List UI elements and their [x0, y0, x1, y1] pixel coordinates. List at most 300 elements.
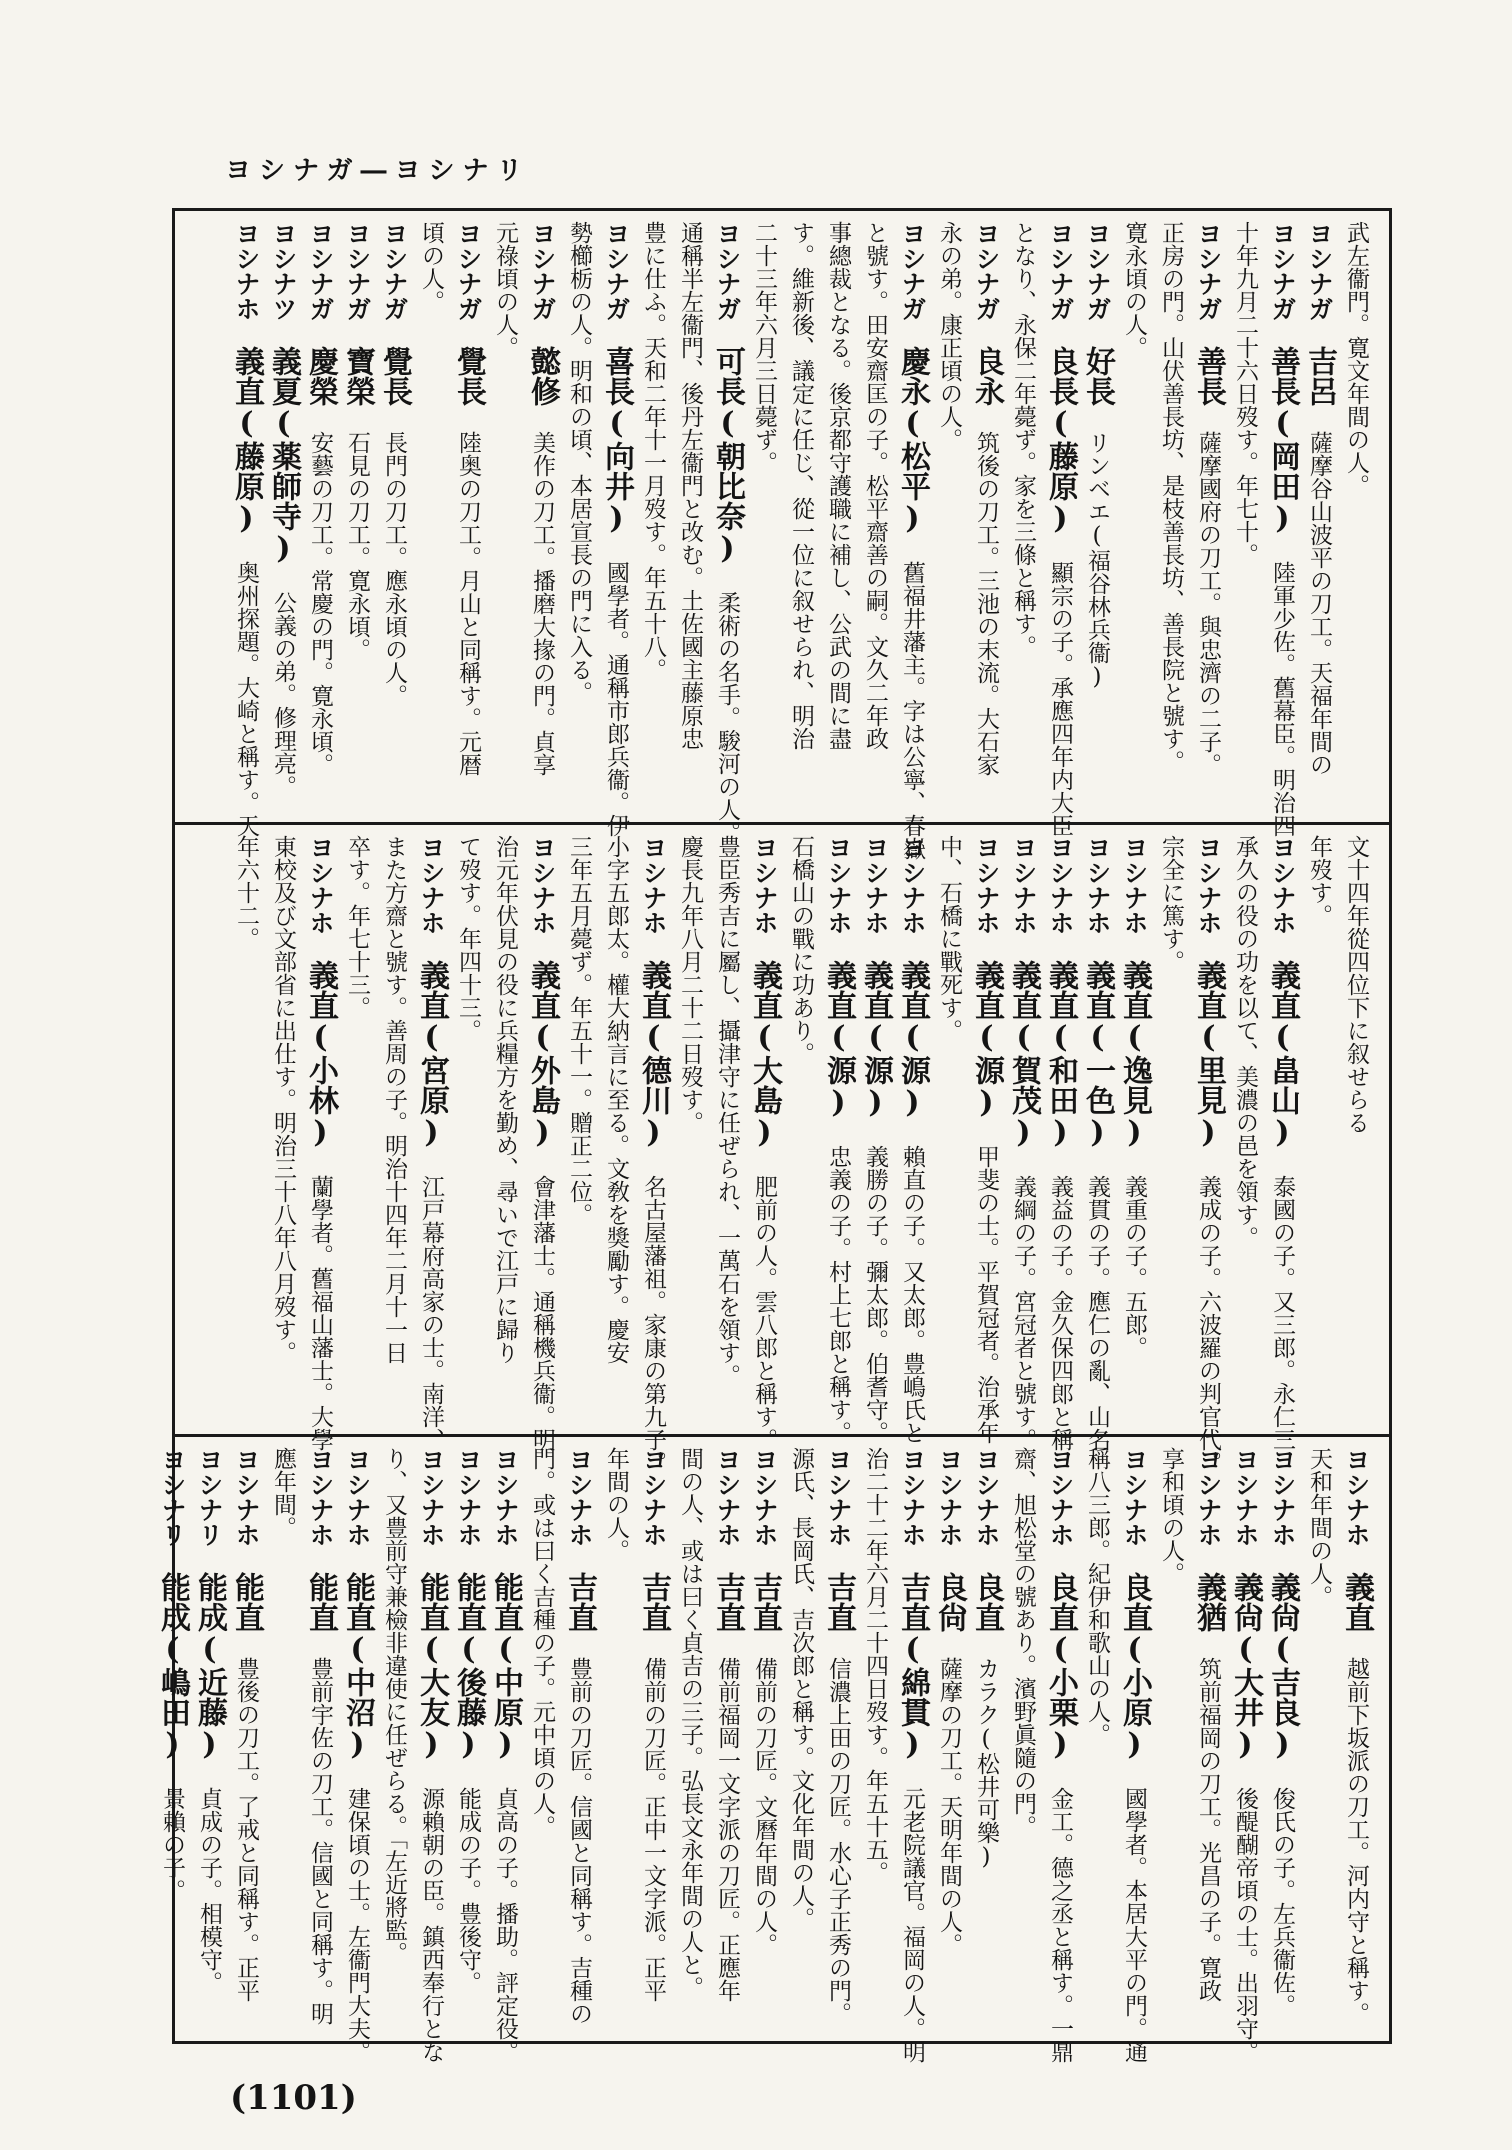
entry-continuation-text: 永の弟。康正頃の人。 [936, 221, 962, 451]
continuation-column [1227, 221, 1264, 814]
entry-reading: ヨシナホ [1046, 835, 1075, 935]
entry-column [339, 1447, 376, 2063]
entry-description: 備前の刀匠。正中一文字派。正平 [640, 1657, 666, 2002]
entry-continuation-text: また方齋と號す。善周の子。明治十四年二月十一日 [381, 835, 407, 1364]
entry-continuation-text: り、又豊前守兼檢非違使に任ぜらる。「左近將監。 [381, 1447, 407, 1965]
entry-reading: ヨシナツ [269, 221, 298, 321]
entry-description: 肥前の人。雲八郎と稱す。 [751, 1175, 777, 1451]
entry-column [857, 835, 894, 1444]
entry-reading: ヨシナガ [306, 221, 335, 321]
entry-headword: 吉直 [821, 1572, 856, 1632]
entry-continuation-text: 文十四年從四位下に叙せらる [1343, 835, 1369, 1134]
entry-headword: 義直 [1339, 1572, 1374, 1632]
entry-column [524, 221, 561, 814]
continuation-column [1338, 835, 1375, 1426]
entry-continuation-text: 源氏、長岡氏、吉次郎と稱す。文化年間の人。 [788, 1447, 814, 1930]
section-middle [175, 825, 1389, 1474]
entry-continuation-text: 齋、旭松堂の號あり。濱野眞隨の門。 [1010, 1447, 1036, 1838]
continuation-column [561, 221, 598, 814]
entry-column [376, 221, 413, 814]
entry-description: 長門の刀工。應永頃の人。 [381, 431, 407, 707]
entry-reading: ヨシナホ [232, 221, 261, 321]
entry-continuation-text: 三年五月薨ず。年五十一。贈正二位。 [566, 835, 592, 1226]
entry-reading: ヨシナホ [528, 835, 557, 935]
entry-reading: ヨシナホ [1046, 1447, 1075, 1547]
entry-headword: 義夏(薬師寺) [266, 346, 301, 566]
entry-column [746, 835, 783, 1451]
entry-description: 備前福岡一文字派の刀匠。正應年 [714, 1657, 740, 2002]
entry-description: 陸軍少佐。舊幕臣。明治四 [1269, 561, 1295, 837]
entry-description: 舊福井藩主。字は公寧、春嶽 [899, 561, 925, 860]
entry-headword: 喜長(向井) [599, 346, 634, 536]
entry-column [154, 1447, 191, 2033]
entry-description: 奥州探題。大崎と稱す。天 [233, 561, 259, 837]
entry-column [598, 221, 635, 837]
continuation-column [598, 835, 635, 1426]
continuation-column [820, 221, 857, 814]
entry-reading: ヨシナホ [639, 1447, 668, 1547]
continuation-column [1153, 221, 1190, 814]
continuation-column [672, 221, 709, 814]
entry-headword: 義猶 [1191, 1572, 1226, 1632]
entry-headword: 義直(源) [821, 960, 856, 1120]
entry-column [1079, 221, 1116, 814]
entry-continuation-text: 通稱半左衞門、後丹左衞門と改む。土佐國主藤原忠 [677, 221, 703, 750]
entry-description: 柔術の名手。駿河の人。 [714, 591, 740, 844]
entry-headword: 可長(朝比奈) [710, 346, 745, 566]
entry-continuation-text: 宗全に篤す。 [1158, 835, 1184, 973]
entry-reading: ヨシナホ [1194, 1447, 1223, 1547]
entry-reading: ヨシナガ [343, 221, 372, 321]
entry-description: 筑前福岡の刀工。光昌の子。寛政 [1195, 1657, 1221, 2002]
entry-headword: 吉直 [747, 1572, 782, 1632]
entry-reading: ヨシナホ [898, 835, 927, 935]
running-header: ヨシナガ―ヨシナリ [225, 156, 531, 186]
continuation-column [376, 835, 413, 1426]
entry-continuation-text: 卒す。年七十三。 [344, 835, 370, 1019]
entry-headword: 善長(岡田) [1265, 346, 1300, 536]
entry-column [1079, 835, 1116, 1451]
entry-headword: 能直(中原) [488, 1572, 523, 1762]
entry-column [894, 1447, 931, 2063]
entry-description: 義貫の子。應仁の亂、山名 [1084, 1175, 1110, 1451]
entry-description: 顯宗の子。承應四年内大臣 [1047, 561, 1073, 837]
entry-headword: 吉直 [562, 1572, 597, 1632]
entry-continuation-text: て歿す。年四十三。 [455, 835, 481, 1042]
entry-continuation-text: 間の人、或は曰く貞吉の三子。弘長文永年間の人と。 [677, 1447, 703, 1999]
continuation-column [783, 835, 820, 1426]
entry-column [1116, 835, 1153, 1426]
entry-reading: ヨシナホ [639, 835, 668, 935]
entry-headword: 義直(源) [969, 960, 1004, 1120]
entry-reading: ヨシナホ [417, 835, 446, 935]
entry-headword: 義直(里見) [1191, 960, 1226, 1150]
entry-headword: 覺長 [451, 346, 486, 406]
entry-continuation-text: 寛永頃の人。 [1121, 221, 1147, 359]
continuation-column [487, 221, 524, 814]
entry-continuation-text: 豊に仕ふ。天和二年十一月歿す。年五十八。 [640, 221, 666, 681]
entry-description: 國學者。通稱市郎兵衞。伊 [603, 561, 629, 837]
entry-reading: ヨシナガ [972, 221, 1001, 321]
entry-continuation-text: 十年九月二十六日歿す。年七十。 [1232, 221, 1258, 566]
entry-reading: ヨシナホ [1342, 1447, 1371, 1547]
continuation-column [376, 1447, 413, 2033]
entry-description: 豊前宇佐の刀工。信國と同稱す。明 [307, 1657, 333, 2025]
entry-description: 江戸幕府高家の士。南洋、 [418, 1175, 444, 1451]
entry-headword: 義直(德川) [636, 960, 671, 1150]
section-top [175, 211, 1389, 860]
entry-column [1005, 835, 1042, 1451]
entry-column [524, 835, 561, 1451]
entry-continuation-text: と號す。田安齋匡の子。松平齋善の嗣。文久二年政 [862, 221, 888, 750]
entry-column [709, 221, 746, 844]
entry-headword: 義直(和田) [1043, 960, 1078, 1150]
entry-description: カラク(松井可樂) [973, 1657, 999, 1870]
entry-description: 蘭學者。舊福山藩士。大學 [307, 1175, 333, 1451]
entry-headword: 能直(後藤) [451, 1572, 486, 1762]
entry-continuation-text: 中、石橋に戰死す。 [936, 835, 962, 1042]
continuation-column [709, 835, 746, 1426]
entry-description: 貞成の子。相模守。 [196, 1787, 222, 1994]
entries-frame [155, 208, 1392, 2063]
entry-continuation-text: 享和頃の人。 [1158, 1447, 1184, 1585]
continuation-column [1079, 1447, 1116, 2033]
entry-reading: ヨシナホ [972, 1447, 1001, 1547]
entry-column [228, 221, 265, 837]
entry-description: 名古屋藩祖。家康の第九子。 [640, 1175, 666, 1474]
entry-headword: 義直(源) [858, 960, 893, 1120]
entry-description: 義成の子。六波羅の判官代。 [1195, 1175, 1221, 1474]
entry-continuation-text: 二十三年六月三日薨ず。 [751, 221, 777, 474]
entry-column [635, 1447, 672, 2033]
entry-continuation-text: 小字五郎太。權大納言に至る。文敎を獎勵す。慶安 [603, 835, 629, 1364]
entry-continuation-text: 治二十二年六月二十四日歿す。年五十五。 [862, 1447, 888, 1884]
entry-description: 石見の刀工。寛永頃。 [344, 431, 370, 661]
continuation-column [1301, 1447, 1338, 2033]
entry-description: 安藝の刀工。常慶の門。寛永頃。 [307, 431, 333, 776]
entry-headword: 良尙 [932, 1572, 967, 1632]
entry-description: 會津藩士。通稱機兵衞。明 [529, 1175, 555, 1451]
entry-reading: ヨシナリ [195, 1447, 224, 1547]
entry-description: 泰國の子。又三郎。永仁三 [1269, 1175, 1295, 1451]
entry-column [1264, 1447, 1301, 2033]
entry-description: 元老院議官。福岡の人。明 [899, 1787, 925, 2063]
entry-description: 美作の刀工。播磨大掾の門。貞享 [529, 431, 555, 776]
entry-headword: 義直(一色) [1080, 960, 1115, 1150]
entry-description: リンベエ(福谷林兵衞) [1084, 431, 1110, 690]
continuation-column [487, 835, 524, 1426]
entry-reading: ヨシナホ [343, 1447, 372, 1547]
entry-headword: 良永 [969, 346, 1004, 406]
continuation-column [598, 1447, 635, 2033]
entry-headword: 義直(藤原) [229, 346, 264, 536]
entry-reading: ヨシナホ [713, 1447, 742, 1547]
section-bottom [155, 1437, 1389, 2063]
entry-reading: ヨシナホ [898, 1447, 927, 1547]
entry-column [228, 1447, 265, 2033]
entry-description: 後醍醐帝頃の士。出羽守。 [1232, 1787, 1258, 2063]
entry-column [265, 221, 302, 814]
entry-headword: 慶榮 [303, 346, 338, 406]
entry-continuation-text: 應年間。 [270, 1447, 296, 1539]
continuation-column [783, 1447, 820, 2033]
continuation-column [561, 835, 598, 1426]
page-number: (1101) [230, 2078, 357, 2118]
entry-continuation-text: 承久の役の功を以て、美濃の邑を領す。 [1232, 835, 1258, 1249]
entry-reading: ヨシナホ [1194, 835, 1223, 935]
continuation-column [228, 835, 265, 1426]
entry-headword: 能成(近藤) [192, 1572, 227, 1762]
entry-description: 甲斐の士。平賀冠者。治承年 [973, 1145, 999, 1444]
entry-reading: ヨシナホ [454, 1447, 483, 1547]
entry-headword: 義直(逸見) [1117, 960, 1152, 1150]
entry-reading: ヨシナガ [1268, 221, 1297, 321]
entry-description: 建保頃の士。左衞門大夫。 [344, 1787, 370, 2063]
entry-description: 義綱の子。宮冠者と號す。 [1010, 1175, 1036, 1451]
entry-continuation-text: 年歿す。 [1306, 835, 1332, 927]
entry-description: 公義の弟。修理亮。 [270, 591, 296, 798]
entry-reading: ヨシナホ [824, 835, 853, 935]
entry-headword: 良直(小栗) [1043, 1572, 1078, 1762]
entry-reading: ヨシナガ [602, 221, 631, 321]
entry-reading: ヨシナホ [1231, 1447, 1260, 1547]
entry-description: 薩摩國府の刀工。與忠濟の二子。 [1195, 431, 1221, 776]
entry-reading: ヨシナガ [1046, 221, 1075, 321]
entry-headword: 吉直 [636, 1572, 671, 1632]
entry-reading: ヨシナガ [380, 221, 409, 321]
entry-reading: ヨシナホ [935, 1447, 964, 1547]
continuation-column [931, 221, 968, 814]
continuation-column [1301, 835, 1338, 1426]
entry-description: 義重の子。五郎。 [1121, 1175, 1147, 1359]
entry-reading: ヨシナガ [528, 221, 557, 321]
entry-column [1338, 1447, 1375, 2033]
entry-headword: 能直 [303, 1572, 338, 1632]
entry-continuation-text: 門。或は曰く吉種の子。元中頃の人。 [529, 1447, 555, 1838]
entry-reading: ヨシナホ [824, 1447, 853, 1547]
entry-reading: ヨシナホ [306, 835, 335, 935]
entry-column [302, 221, 339, 814]
entry-headword: 覺長 [377, 346, 412, 406]
entry-column [191, 1447, 228, 2033]
entry-reading: ヨシナホ [1083, 835, 1112, 935]
entry-column [413, 1447, 450, 2063]
entry-column [968, 1447, 1005, 2033]
entry-column [635, 835, 672, 1474]
entry-column [413, 835, 450, 1451]
entry-description: 越前下坂派の刀工。河内守と稱す。 [1343, 1657, 1369, 2025]
entry-reading: ヨシナホ [491, 1447, 520, 1547]
entry-headword: 吉呂 [1302, 346, 1337, 406]
entry-headword: 善長 [1191, 346, 1226, 406]
entry-description: 源賴朝の臣。鎮西奉行とな [418, 1787, 444, 2063]
entry-column [1190, 221, 1227, 814]
entry-headword: 義直(大島) [747, 960, 782, 1150]
entry-continuation-text: となり、永保二年薨ず。家を三條と稱す。 [1010, 221, 1036, 658]
entry-headword: 義直(源) [895, 960, 930, 1120]
entry-headword: 好長 [1080, 346, 1115, 406]
entry-reading: ヨシナホ [750, 1447, 779, 1547]
entry-column [894, 221, 931, 860]
continuation-column [1153, 835, 1190, 1426]
continuation-column [265, 835, 302, 1426]
entry-headword: 能直 [229, 1572, 264, 1632]
entry-description: 貞高の子。播助。評定役。 [492, 1787, 518, 2063]
entry-column [1190, 835, 1227, 1474]
continuation-column [857, 221, 894, 814]
continuation-column [413, 221, 450, 814]
continuation-column [339, 835, 376, 1426]
entry-description: 陸奥の刀工。月山と同稱す。元暦 [455, 431, 481, 776]
entry-column [1042, 221, 1079, 837]
entry-continuation-text: 事總裁となる。後京都守護職に補し、公武の間に盡 [825, 221, 851, 750]
entry-column [894, 835, 931, 1444]
entry-reading: ヨシナホ [1268, 1447, 1297, 1547]
entry-column [1301, 221, 1338, 814]
entry-continuation-text: 慶長九年八月二十二日歿す。 [677, 835, 703, 1134]
entry-continuation-text: す。維新後、議定に任じ、從一位に叙せられ、明治 [788, 221, 814, 750]
entry-description: 國學者。本居大平の門。通 [1121, 1787, 1147, 2063]
entry-column [820, 835, 857, 1444]
entry-reading: ヨシナガ [1194, 221, 1223, 321]
entry-continuation-text: 武左衞門。寛文年間の人。 [1343, 221, 1369, 497]
entry-headword: 吉直 [710, 1572, 745, 1632]
entry-column [561, 1447, 598, 2033]
entry-headword: 義直(小林) [303, 960, 338, 1150]
entry-headword: 慶永(松平) [895, 346, 930, 536]
entry-continuation-text: 年六十二。 [233, 835, 259, 950]
continuation-column [1116, 221, 1153, 814]
entry-reading: ヨシナホ [1120, 1447, 1149, 1547]
entry-continuation-text: 正房の門。山伏善長坊、是枝善長坊、善長院と號す。 [1158, 221, 1184, 773]
entry-reading: ヨシナガ [1083, 221, 1112, 321]
entry-column [302, 835, 339, 1451]
entry-column [968, 835, 1005, 1444]
entry-reading: ヨシナホ [232, 1447, 261, 1547]
entry-description: 景賴の子。 [159, 1787, 185, 1902]
continuation-column [672, 1447, 709, 2033]
entry-column [820, 1447, 857, 2033]
entry-column [1042, 835, 1079, 1451]
entry-description: 俊氏の子。左兵衞佐。 [1269, 1787, 1295, 2017]
entry-headword: 義直(外島) [525, 960, 560, 1150]
entry-headword: 義直(賀茂) [1006, 960, 1041, 1150]
entry-column [1190, 1447, 1227, 2033]
continuation-column [931, 835, 968, 1426]
entry-column [1042, 1447, 1079, 2063]
entry-continuation-text: 頃の人。 [418, 221, 444, 313]
entry-column [968, 221, 1005, 814]
entry-description: 信濃上田の刀匠。水心子正秀の門。 [825, 1657, 851, 2025]
entry-description: 備前の刀匠。文曆年間の人。 [751, 1657, 777, 1956]
entry-reading: ヨシナホ [972, 835, 1001, 935]
entry-continuation-text: 石橋山の戰に功あり。 [788, 835, 814, 1065]
continuation-column [1338, 221, 1375, 814]
entry-description: 金工。德之丞と稱す。一鼎 [1047, 1787, 1073, 2063]
entry-headword: 良直(小原) [1117, 1572, 1152, 1762]
entry-continuation-text: 勢櫛栃の人。明和の頃、本居宣長の門に入る。 [566, 221, 592, 704]
entry-reading: ヨシナガ [454, 221, 483, 321]
entry-reading: ヨシナホ [750, 835, 779, 935]
entry-headword: 吉直(綿貫) [895, 1572, 930, 1762]
entry-reading: ヨシナホ [861, 835, 890, 935]
entry-continuation-text: 稱八三郎。紀伊和歌山の人。 [1084, 1447, 1110, 1746]
continuation-column [1005, 1447, 1042, 2033]
entry-reading: ヨシナガ [713, 221, 742, 321]
continuation-column [746, 221, 783, 814]
entry-column [302, 1447, 339, 2033]
entry-column [1264, 835, 1301, 1451]
entry-continuation-text: 元祿頃の人。 [492, 221, 518, 359]
continuation-column [783, 221, 820, 814]
entry-continuation-text: 治元年伏見の役に兵糧方を勤め、尋いで江戸に歸り [492, 835, 518, 1364]
entry-column [746, 1447, 783, 2033]
entry-column [339, 221, 376, 814]
entry-headword: 懿修 [525, 346, 560, 406]
entry-description: 豊前の刀匠。信國と同稱す。吉種の [566, 1657, 592, 2025]
entry-reading: ヨシナホ [565, 1447, 594, 1547]
entry-description: 筑後の刀工。三池の末流。大石家 [973, 431, 999, 776]
entry-description: 能成の子。豊後守。 [455, 1787, 481, 1994]
continuation-column [857, 1447, 894, 2033]
entry-description: 義益の子。金久保四郎と稱 [1047, 1175, 1073, 1451]
continuation-column [1153, 1447, 1190, 2033]
entry-headword: 能直(中沼) [340, 1572, 375, 1762]
entry-reading: ヨシナホ [1009, 835, 1038, 935]
continuation-column [1005, 221, 1042, 814]
continuation-column [450, 835, 487, 1426]
continuation-column [265, 1447, 302, 2033]
continuation-column [672, 835, 709, 1426]
entry-headword: 義直(宮原) [414, 960, 449, 1150]
entry-continuation-text: 東校及び文部省に出仕す。明治三十八年八月歿す。 [270, 835, 296, 1364]
entry-column [1264, 221, 1301, 837]
entry-description: 豊後の刀工。了戒と同稱す。正平 [233, 1657, 259, 2002]
entry-reading: ヨシナホ [306, 1447, 335, 1547]
entry-headword: 良直 [969, 1572, 1004, 1632]
entry-description: 義勝の子。彌太郎。伯耆守。 [862, 1145, 888, 1444]
entry-continuation-text: 年間の人。 [603, 1447, 629, 1562]
entry-reading: ヨシナリ [158, 1447, 187, 1547]
entry-reading: ヨシナガ [898, 221, 927, 321]
continuation-column [524, 1447, 561, 2033]
entry-reading: ヨシナホ [1268, 835, 1297, 935]
entry-headword: 義尙(大井) [1228, 1572, 1263, 1762]
entry-description: 薩摩の刀工。天明年間の人。 [936, 1657, 962, 1956]
entry-headword: 良長(藤原) [1043, 346, 1078, 536]
entry-headword: 義尙(吉良) [1265, 1572, 1300, 1762]
entry-description: 忠義の子。村上七郎と稱す。 [825, 1145, 851, 1444]
entry-continuation-text: 天和年間の人。 [1306, 1447, 1332, 1608]
continuation-column [635, 221, 672, 814]
entry-reading: ヨシナホ [417, 1447, 446, 1547]
entry-headword: 寶榮 [340, 346, 375, 406]
entry-column [931, 1447, 968, 2033]
continuation-column [1227, 835, 1264, 1426]
entry-column [487, 1447, 524, 2063]
entry-column [450, 221, 487, 814]
entry-reading: ヨシナホ [1120, 835, 1149, 935]
entry-headword: 能直(大友) [414, 1572, 449, 1762]
entry-description: 賴直の子。又太郎。豊嶋氏と [899, 1145, 925, 1444]
entry-column [1227, 1447, 1264, 2063]
entry-column [1116, 1447, 1153, 2063]
entry-reading: ヨシナガ [1305, 221, 1334, 321]
entry-continuation-text: 豊臣秀吉に屬し、攝津守に任ぜられ、一萬石を領す。 [714, 835, 740, 1387]
entry-headword: 義直(畠山) [1265, 960, 1300, 1150]
entry-description: 薩摩谷山波平の刀工。天福年間の [1306, 431, 1332, 776]
entry-column [709, 1447, 746, 2033]
